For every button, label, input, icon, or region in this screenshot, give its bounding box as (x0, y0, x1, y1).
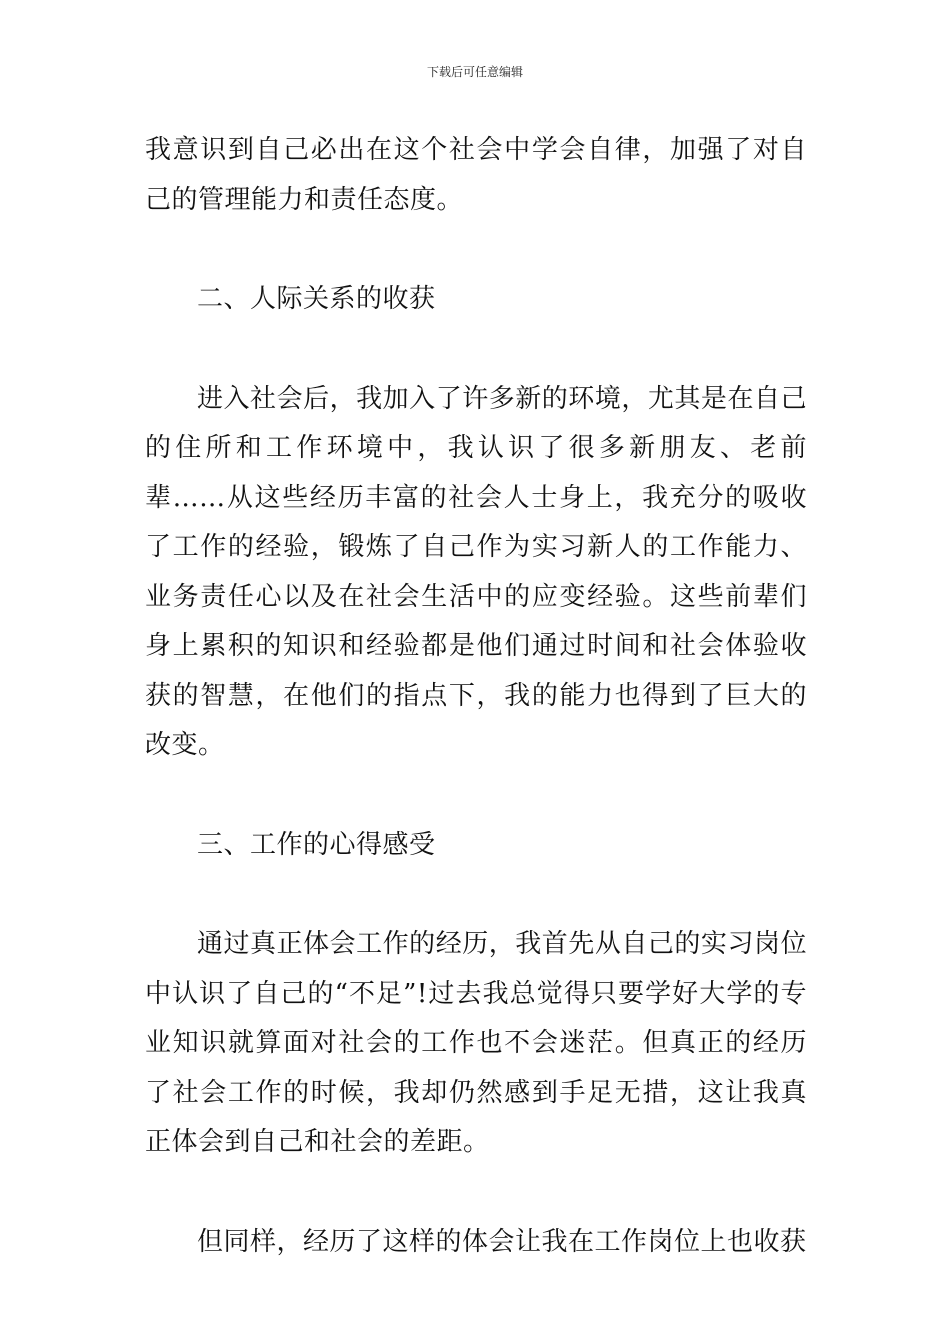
paragraph-gap (145, 325, 807, 375)
page-header: 下载后可任意编辑 (426, 65, 523, 79)
section-heading-work-experience: 三、工作的心得感受 (197, 829, 436, 860)
paragraph-gap (145, 870, 807, 920)
paragraph-continuation: 我意识到自己必出在这个社会中学会自律，加强了对自己的管理能力和责任态度。 (145, 135, 807, 215)
paragraph-interpersonal: 进入社会后，我加入了许多新的环境，尤其是在自己的住所和工作环境中，我认识了很多新朋友、老前辈……从这些经历丰富的社会人士身上，我充分的吸收了工作的经验，锻炼了自己作为实习新人的工作能力、业务责任心以及在社会生活中的应变经验。这些前辈们身上累积的知识和经验都是他们通过时间和社会体验收获的智慧，在他们的指点下，我的能力也得到了巨大的改变。 (145, 383, 807, 760)
paragraph-gap (145, 1168, 807, 1218)
paragraph-work-experience: 通过真正体会工作的经历，我首先从自己的实习岗位中认识了自己的“不足”!过去我总觉得只要学好大学的专业知识就算面对社会的工作也不会迷茫。但真正的经历了社会工作的时候，我却仍然感到手足无措，这让我真正体会到自己和社会的差距。 (145, 929, 807, 1157)
document-body (145, 126, 807, 1267)
paragraph-gap (145, 225, 807, 275)
section-heading-interpersonal: 二、人际关系的收获 (197, 284, 436, 314)
paragraph-gains: 但同样，经历了这样的体会让我在工作岗位上也收获 (197, 1226, 807, 1257)
paragraph-gap (145, 771, 807, 821)
